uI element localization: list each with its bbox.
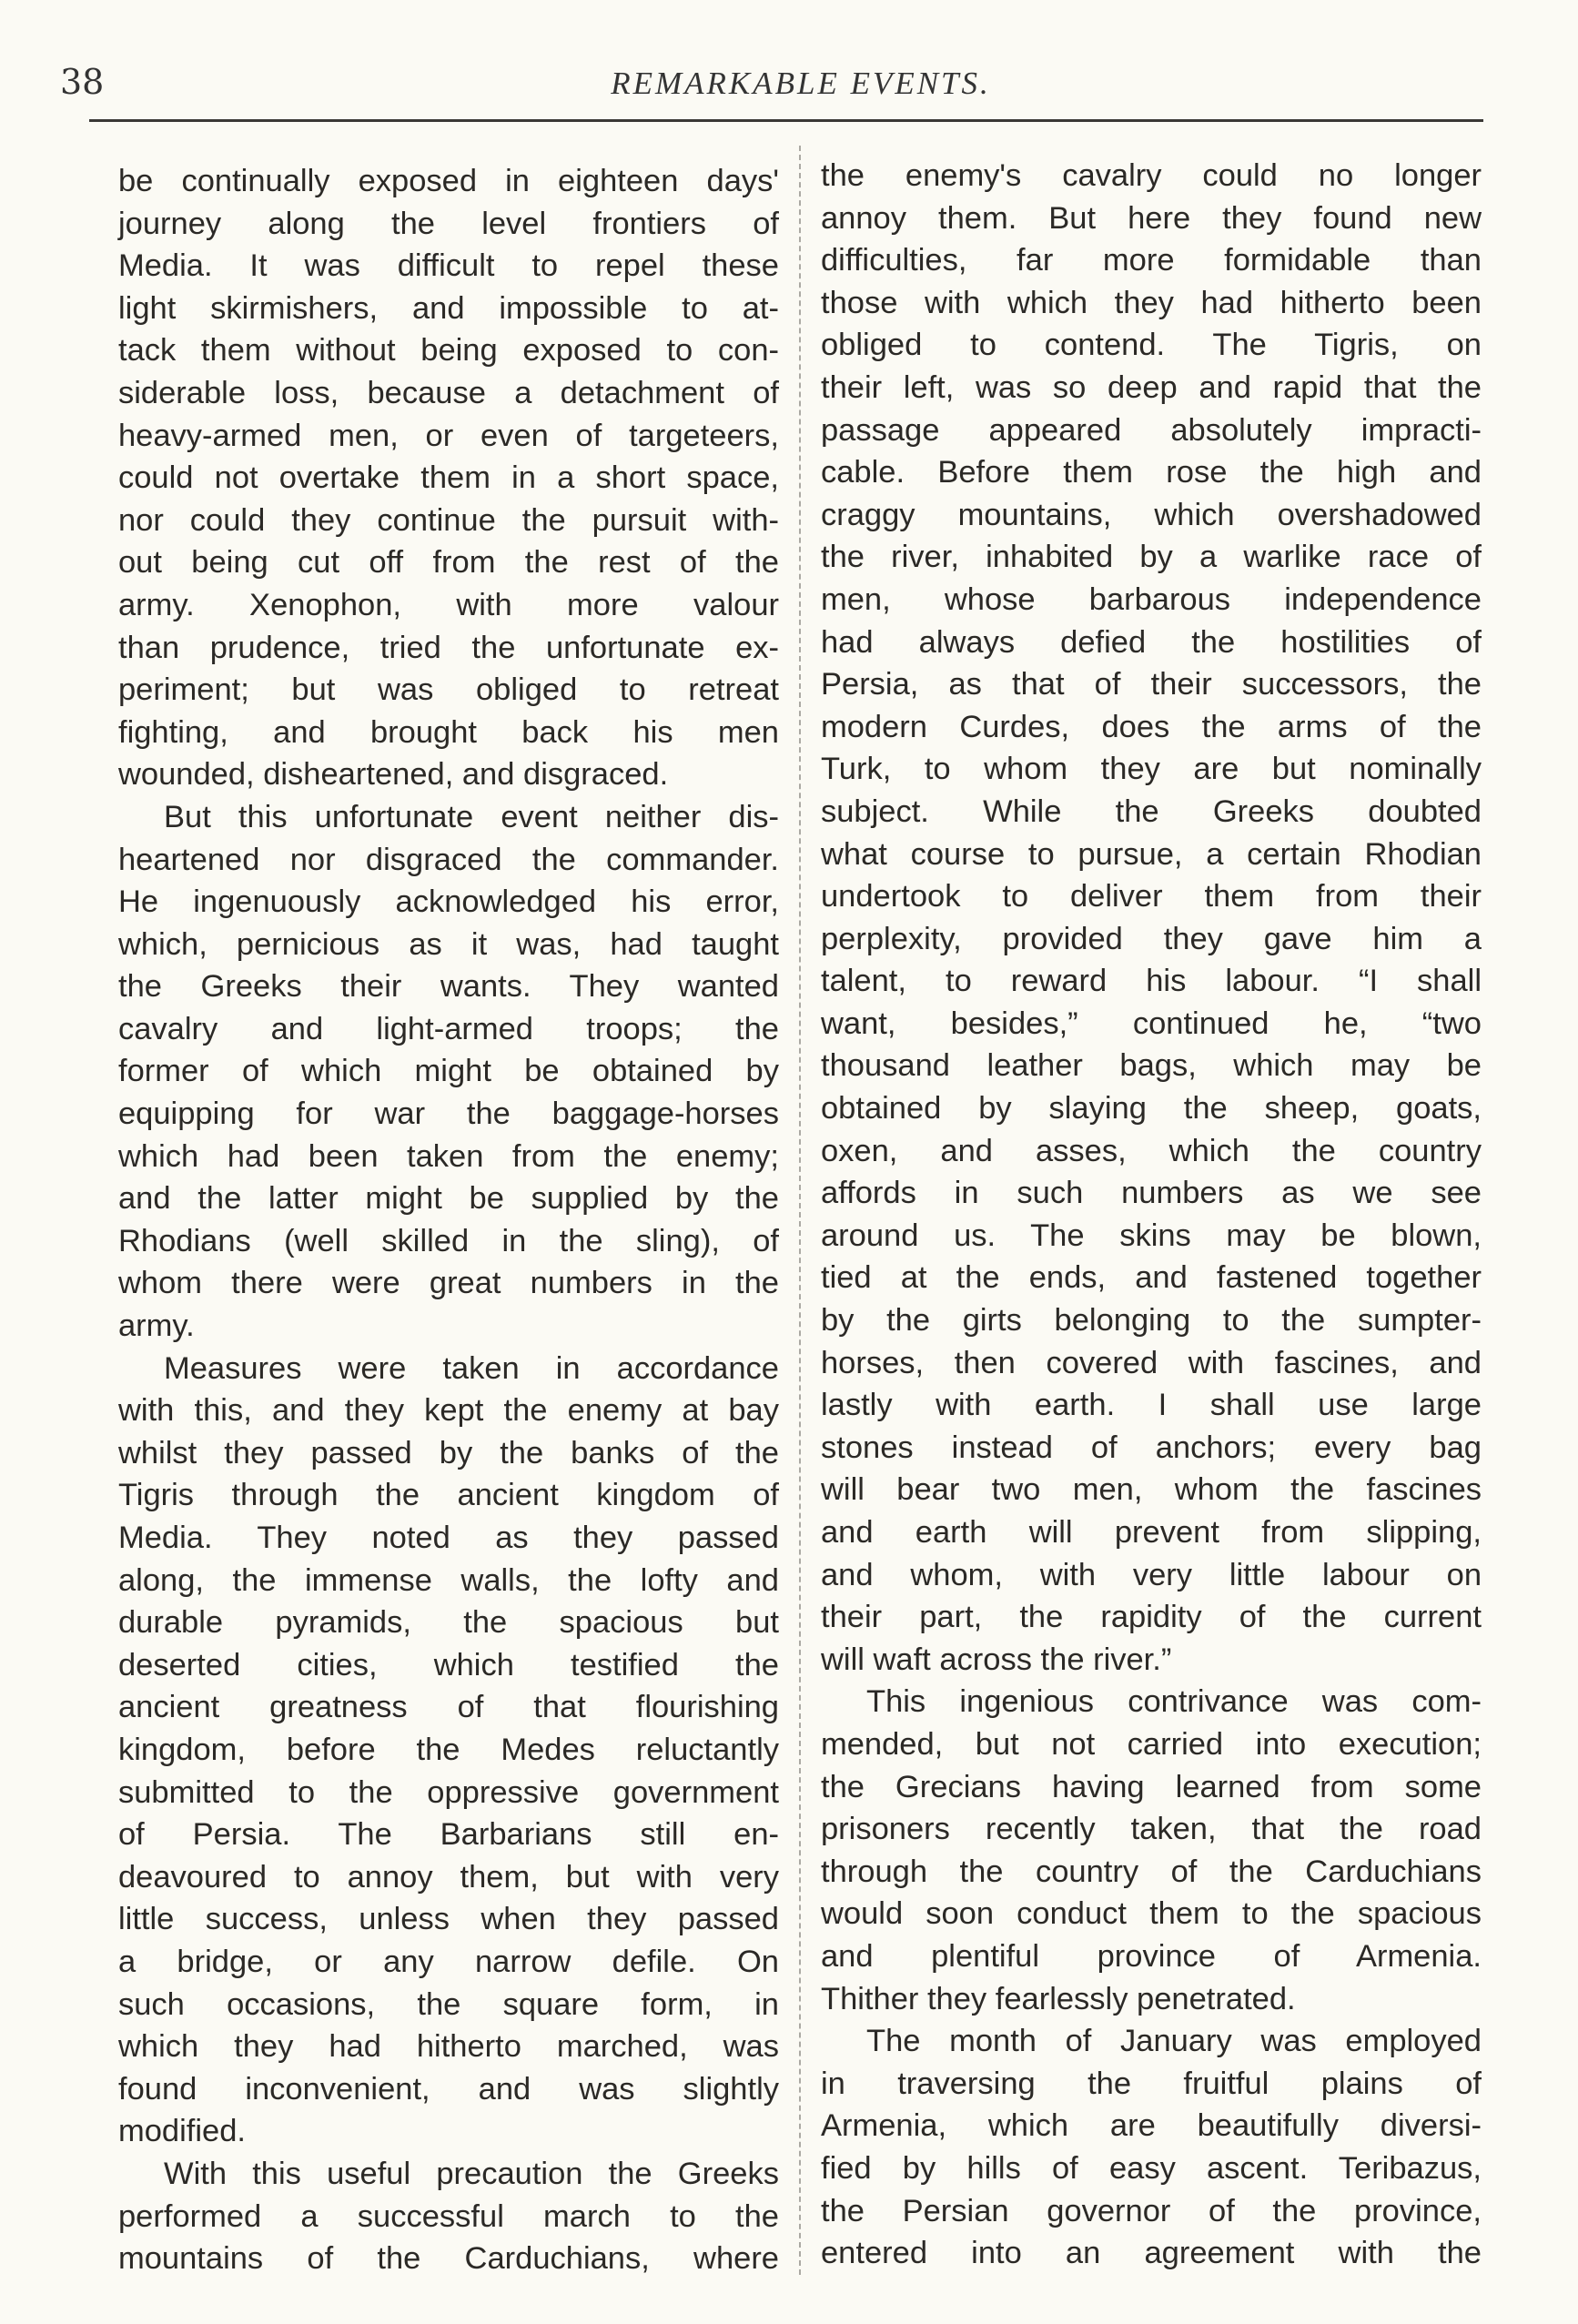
- text-line: and whom, with very little labour on: [821, 1557, 1482, 1592]
- text-line: the enemy's cavalry could no longer: [821, 158, 1482, 193]
- text-line: But this unfortunate event neither dis-: [164, 799, 779, 834]
- text-line: a bridge, or any narrow defile. On: [118, 1944, 779, 1979]
- text-line: which they had hitherto marched, was: [118, 2029, 779, 2065]
- text-line: cavalry and light-armed troops; the: [118, 1011, 779, 1046]
- text-line: perplexity, provided they gave him a: [821, 921, 1482, 956]
- text-line: heavy-armed men, or even of targeteers,: [118, 418, 779, 453]
- text-line: which, pernicious as it was, had taught: [118, 926, 779, 962]
- text-line: fighting, and brought back his men: [118, 714, 779, 750]
- text-line: Armenia, which are beautifully diversi-: [821, 2108, 1482, 2144]
- text-line: He ingenuously acknowledged his error,: [118, 884, 779, 920]
- text-line: such occasions, the square form, in: [118, 1986, 779, 2022]
- text-line: their part, the rapidity of the current: [821, 1600, 1482, 1635]
- right-column: [821, 155, 1482, 2275]
- text-line: around us. The skins may be blown,: [821, 1218, 1482, 1253]
- page-number: 38: [60, 62, 105, 102]
- text-line: mended, but not carried into execution;: [821, 1726, 1482, 1762]
- text-line: heartened nor disgraced the commander.: [118, 842, 779, 877]
- running-title: REMARKABLE EVENTS.: [611, 66, 991, 101]
- text-line: With this useful precaution the Greeks: [164, 2156, 779, 2191]
- text-line: Media. They noted as they passed: [118, 1521, 779, 1555]
- text-line: Tigris through the ancient kingdom of: [118, 1478, 779, 1513]
- text-line: than prudence, tried the unfortunate ex-: [118, 630, 779, 665]
- text-line: obliged to contend. The Tigris, on: [821, 328, 1482, 363]
- text-line: which had been taken from the enemy;: [118, 1138, 779, 1174]
- text-line: with this, and they kept the enemy at bay: [118, 1393, 779, 1429]
- text-line: cable. Before them rose the high and: [821, 455, 1482, 490]
- text-line: affords in such numbers as we see: [821, 1176, 1482, 1211]
- text-line: what course to pursue, a certain Rhodian: [821, 836, 1482, 872]
- text-line: had always defied the hostilities of: [821, 624, 1482, 660]
- text-line: difficulties, far more formidable than: [821, 243, 1482, 278]
- text-line: of Persia. The Barbarians still en-: [118, 1817, 779, 1853]
- text-line: whom there were great numbers in the: [118, 1266, 779, 1301]
- text-line: army.: [118, 1309, 195, 1344]
- text-line: annoy them. But here they found new: [821, 200, 1482, 236]
- text-line: modern Curdes, does the arms of the: [821, 709, 1482, 744]
- text-line: journey along the level frontiers of: [118, 206, 779, 241]
- text-line: lastly with earth. I shall use large: [821, 1388, 1482, 1423]
- text-line: deavoured to annoy them, but with very: [118, 1859, 779, 1895]
- text-line: kingdom, before the Medes reluctantly: [118, 1732, 779, 1767]
- text-line: ancient greatness of that flourishing: [118, 1690, 779, 1725]
- header-rule: [89, 119, 1483, 122]
- text-line: Thither they fearlessly penetrated.: [821, 1981, 1296, 2016]
- text-line: along, the immense walls, the lofty and: [118, 1562, 779, 1598]
- text-line: subject. While the Greeks doubted: [821, 793, 1482, 829]
- text-line: prisoners recently taken, that the road: [821, 1812, 1482, 1847]
- text-line: This ingenious contrivance was com-: [866, 1684, 1482, 1720]
- text-line: and earth will prevent from slipping,: [821, 1515, 1482, 1550]
- text-line: Rhodians (well skilled in the sling), of: [118, 1223, 779, 1258]
- text-line: fied by hills of easy ascent. Teribazus,: [821, 2150, 1482, 2186]
- text-line: obtained by slaying the sheep, goats,: [821, 1091, 1482, 1127]
- text-line: horses, then covered with fascines, and: [821, 1345, 1482, 1380]
- text-line: will bear two men, whom the fascines: [821, 1472, 1482, 1508]
- text-line: will waft across the river.”: [821, 1642, 1172, 1677]
- text-line: Media. It was difficult to repel these: [118, 248, 779, 284]
- text-line: and plentiful province of Armenia.: [821, 1938, 1482, 1974]
- text-line: periment; but was obliged to retreat: [118, 672, 779, 708]
- text-line: out being cut off from the rest of the: [118, 545, 779, 581]
- text-line: nor could they continue the pursuit with-: [118, 502, 779, 538]
- text-line: found inconvenient, and was slightly: [118, 2071, 779, 2107]
- text-line: their left, was so deep and rapid that the: [821, 369, 1482, 405]
- column-divider: [799, 146, 801, 2275]
- text-line: Measures were taken in accordance: [164, 1350, 779, 1386]
- text-line: mountains of the Carduchians, where: [118, 2241, 779, 2277]
- text-line: the Grecians having learned from some: [821, 1769, 1482, 1804]
- text-line: thousand leather bags, which may be: [821, 1048, 1482, 1084]
- text-line: oxen, and asses, which the country: [821, 1133, 1482, 1168]
- text-line: light skirmishers, and impossible to at-: [118, 290, 779, 326]
- text-line: deserted cities, which testified the: [118, 1647, 779, 1682]
- text-line: could not overtake them in a short space,: [118, 460, 779, 496]
- text-line: tack them without being exposed to con-: [118, 333, 779, 369]
- text-line: those with which they had hitherto been: [821, 285, 1482, 320]
- text-line: durable pyramids, the spacious but: [118, 1605, 779, 1641]
- text-line: talent, to reward his labour. “I shall: [821, 964, 1482, 999]
- text-line: whilst they passed by the banks of the: [118, 1435, 779, 1470]
- text-line: craggy mountains, which overshadowed: [821, 497, 1482, 532]
- text-line: little success, unless when they passed: [118, 1902, 779, 1937]
- text-line: be continually exposed in eighteen days': [118, 164, 779, 198]
- left-column: [118, 160, 779, 2280]
- text-line: siderable loss, because a detachment of: [118, 375, 779, 410]
- text-line: the Persian governor of the province,: [821, 2193, 1482, 2228]
- text-line: stones instead of anchors; every bag: [821, 1430, 1482, 1465]
- text-line: equipping for war the baggage-horses: [118, 1096, 779, 1132]
- text-line: undertook to deliver them from their: [821, 879, 1482, 914]
- text-line: would soon conduct them to the spacious: [821, 1896, 1482, 1932]
- text-line: performed a successful march to the: [118, 2198, 779, 2234]
- text-line: men, whose barbarous independence: [821, 581, 1482, 617]
- text-line: Turk, to whom they are but nominally: [821, 752, 1482, 787]
- text-line: modified.: [118, 2114, 246, 2149]
- text-line: wounded, disheartened, and disgraced.: [118, 757, 669, 793]
- text-line: tied at the ends, and fastened together: [821, 1260, 1482, 1296]
- text-line: and the latter might be supplied by the: [118, 1181, 779, 1217]
- text-line: through the country of the Carduchians: [821, 1854, 1482, 1889]
- text-line: the Greeks their wants. They wanted: [118, 969, 779, 1005]
- text-line: the river, inhabited by a warlike race of: [821, 540, 1482, 575]
- text-line: The month of January was employed: [866, 2024, 1482, 2059]
- text-line: former of which might be obtained by: [118, 1054, 779, 1089]
- text-line: entered into an agreement with the: [821, 2236, 1482, 2271]
- text-line: army. Xenophon, with more valour: [118, 587, 779, 622]
- text-line: submitted to the oppressive government: [118, 1774, 779, 1810]
- text-line: passage appeared absolutely impracti-: [821, 412, 1482, 448]
- text-line: by the girts belonging to the sumpter-: [821, 1303, 1482, 1339]
- text-line: in traversing the fruitful plains of: [821, 2066, 1482, 2101]
- text-line: want, besides,” continued he, “two: [821, 1005, 1482, 1041]
- text-line: Persia, as that of their successors, the: [821, 667, 1482, 702]
